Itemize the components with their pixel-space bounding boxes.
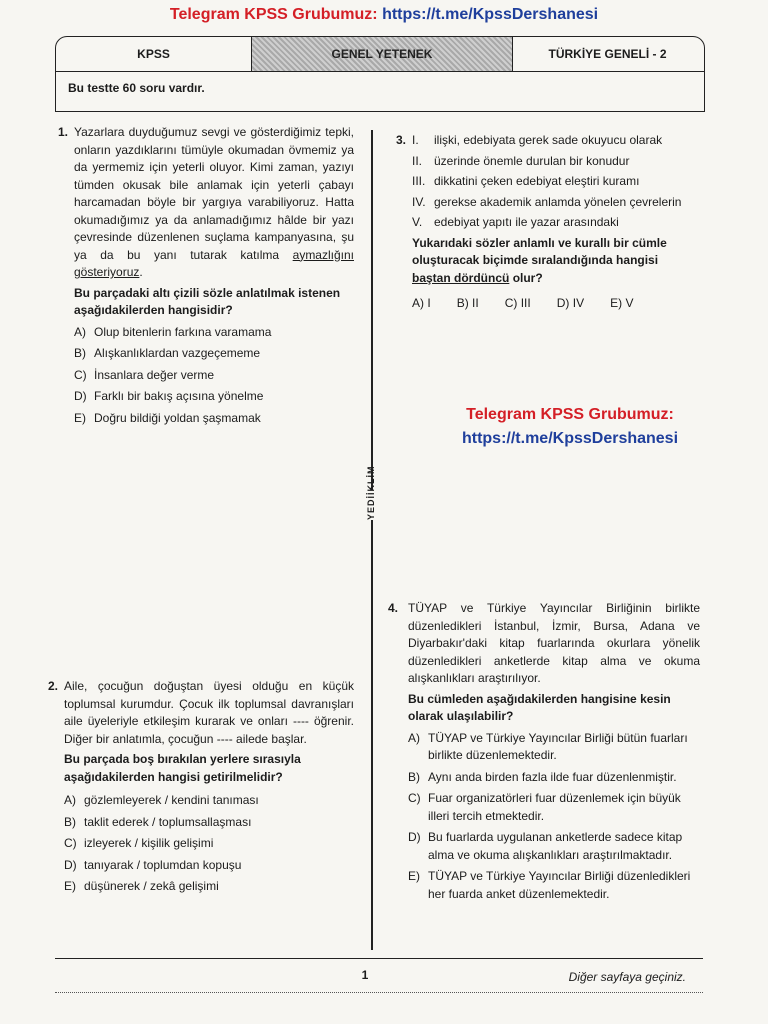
underlined-phrase: baştan dördüncü [412, 270, 510, 285]
statement-item: III. dikkatini çeken edebiyat eleştiri kuramı [412, 174, 640, 188]
promo-banner-middle [405, 403, 735, 451]
question-prompt: Bu parçadaki altı çizili sözle anlatılmak istenen aşağıdakilerden hangisidir? [74, 285, 341, 317]
question-prompt: Yukarıdaki sözler anlamlı ve kurallı bir cümle oluşturacak biçimde sıralandığında hangisi baştan dördüncü olur? [412, 235, 667, 285]
question-count-note: Bu testte 60 soru vardır. [68, 81, 205, 95]
question-number: 3. [396, 133, 407, 147]
statement-list [412, 132, 700, 232]
promo-label: Telegram KPSS Grubumuz: [466, 406, 674, 423]
question-text: Yazarlara duyduğumuz sevgi ve gösterdiğimiz tepki, onların yazdıklarını tümüyle okumadan övmemiz ya da yermemiz için yeterli oluyor. Kimi zaman, yazıyı tümden okusak bile anlamak için yeterli çabayı harcamadan böyle bir yargıya varabiliyoruz. Hatta okumadığımız ya da anlamadığımız hâlde bir yazı çevresinde düzenlenen suçlama kampanyasına, şu ya da bu yanı tutarak katılma aymazlığını gösteriyoruz. [74, 125, 354, 279]
question-3 [396, 132, 700, 313]
question-number: 1. [58, 125, 69, 139]
option-d[interactable]: D) tanıyarak / toplumdan kopuşu [64, 857, 242, 872]
question-prompt: Bu parçada boş bırakılan yerlere sırasıyla aşağıdakilerden hangisi getirilmelidir? [64, 752, 301, 784]
statement-item: II. üzerinde önemle durulan bir konudur [412, 153, 630, 168]
option-c[interactable]: C) III [504, 296, 531, 310]
exam-header-row [56, 37, 704, 72]
promo-label: Telegram KPSS Grubumuz: [169, 6, 378, 23]
promo-link[interactable]: https://t.me/KpssDershanesi [461, 430, 679, 447]
option-e[interactable]: E) TÜYAP ve Türkiye Yayıncılar Birliği düzenledikleri her fuarda anket düzenlemektedir. [408, 869, 691, 901]
promo-link[interactable]: https://t.me/KpssDershanesi [382, 6, 599, 23]
page-number: 1 [361, 968, 369, 982]
footer-rule-bottom [55, 992, 703, 993]
question-text: Aile, çocuğun doğuştan üyesi olduğu en küçük toplumsal kurumdur. Çocuk ilk toplumsal davranışları aile üyeleriyle etkileşim kurarak ve onları ---- öğrenir. Diğer bir anlatımla, çocuğun ---- ailede başlar. [64, 679, 354, 746]
option-d[interactable]: D) Farklı bir bakış açısına yönelme [74, 389, 264, 403]
question-1 [58, 124, 354, 427]
option-d[interactable]: D) IV [556, 296, 585, 310]
question-4 [388, 600, 700, 903]
statement-item: I. ilişki, edebiyata gerek sade okuyucu olarak [412, 133, 663, 147]
option-e[interactable]: E) düşünerek / zekâ gelişimi [64, 879, 219, 893]
option-c[interactable]: C) izleyerek / kişilik gelişimi [64, 836, 214, 850]
question-number: 4. [388, 601, 399, 615]
option-e[interactable]: E) Doğru bildiği yoldan şaşmamak [74, 410, 261, 425]
exam-edition: TÜRKİYE GENELİ - 2 [548, 47, 667, 61]
next-page-note: Diğer sayfaya geçiniz. [568, 970, 686, 984]
option-c[interactable]: C) Fuar organizatörleri fuar düzenlemek için büyük illeri tercih etmektedir. [408, 791, 681, 823]
option-c[interactable]: C) İnsanlara değer verme [74, 367, 215, 382]
question-number: 2. [48, 679, 59, 693]
option-e[interactable]: E) V [610, 296, 634, 310]
question-text: TÜYAP ve Türkiye Yayıncılar Birliğinin birlikte düzenledikleri İstanbul, İzmir, Bursa, Adana ve Diyarbakır'daki kitap fuarlarında okurlara yönelik düzenledikleri anketlerde kitap alma ve okuma alışkanlıkları araştırılıyor. [408, 601, 700, 685]
test-section: GENEL YETENEK [251, 37, 513, 71]
answer-options [412, 295, 700, 313]
option-a[interactable]: A) I [412, 296, 431, 310]
option-b[interactable]: B) Alışkanlıklardan vazgeçememe [74, 346, 261, 360]
statement-item: IV. gerekse akademik anlamda yönelen çevrelerin [412, 194, 682, 209]
exam-header [55, 36, 705, 112]
promo-banner-top [0, 6, 768, 24]
question-prompt: Bu cümleden aşağıdakilerden hangisine kesin olarak ulaşılabilir? [408, 691, 671, 723]
option-b[interactable]: B) II [456, 296, 479, 310]
option-b[interactable]: B) taklit ederek / toplumsallaşması [64, 814, 252, 829]
statement-item: V. edebiyat yapıtı ile yazar arasındaki [412, 215, 619, 229]
option-a[interactable]: A) Olup bitenlerin farkına varamama [74, 324, 272, 339]
option-a[interactable]: A) TÜYAP ve Türkiye Yayıncılar Birliği bütün fuarları birlikte düzenlemektedir. [408, 730, 688, 762]
underlined-phrase: aymazlığını gösteriyoruz [74, 247, 354, 279]
option-a[interactable]: A) gözlemleyerek / kendini tanıması [64, 793, 259, 807]
footer-rule [55, 958, 703, 959]
publisher-label: YEDİİKLİM [366, 465, 376, 520]
option-d[interactable]: D) Bu fuarlarda uygulanan anketlerde sadece kitap alma ve okuma alışkanlıkları araştırılmaktadır. [408, 830, 683, 862]
option-b[interactable]: B) Aynı anda birden fazla ilde fuar düzenlenmiştir. [408, 769, 677, 784]
column-divider [371, 130, 373, 950]
question-2 [48, 678, 354, 896]
exam-name: KPSS [137, 47, 170, 61]
